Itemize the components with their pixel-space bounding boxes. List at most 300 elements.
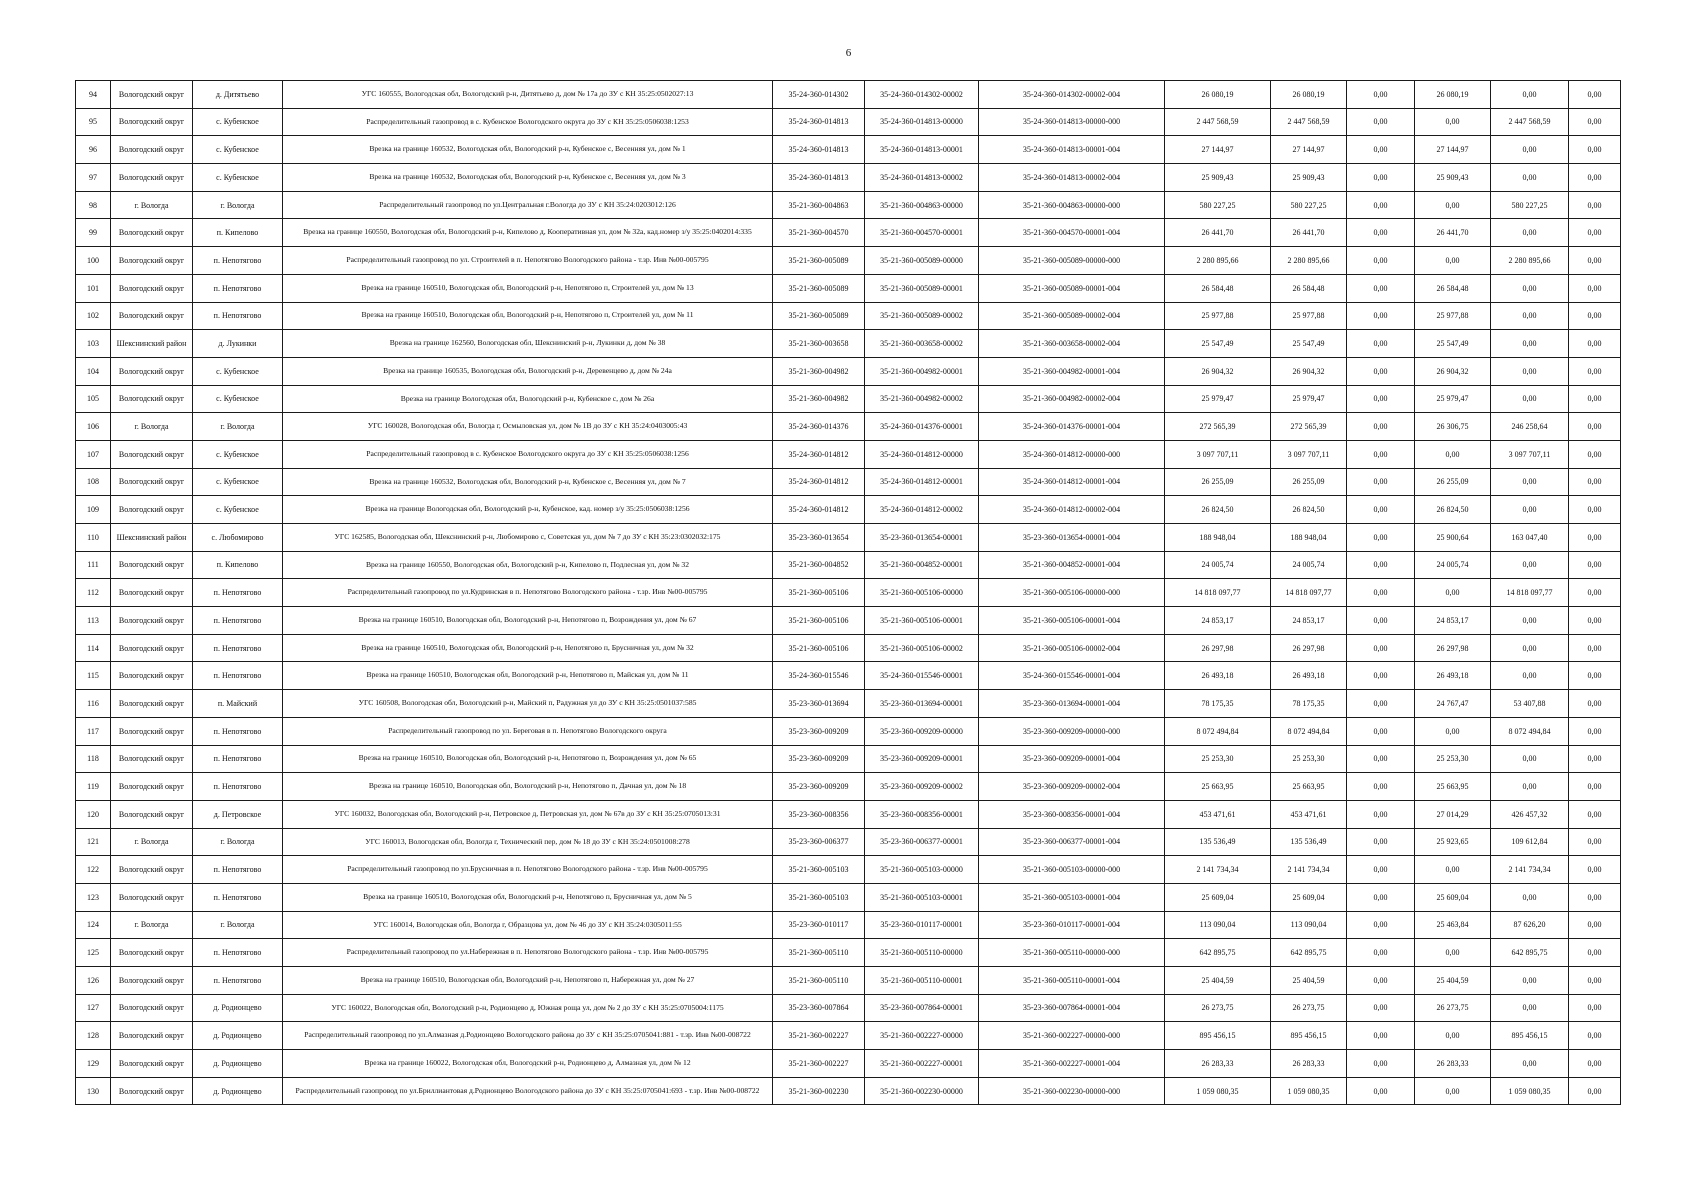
other-amount-cell: 0,00 [1569,579,1621,607]
connection-amount-cell: 0,00 [1415,1077,1491,1105]
table-row [76,247,1621,275]
row-number-cell: 108 [76,468,111,496]
row-number-cell: 125 [76,939,111,967]
subobject-code-cell: 35-23-360-006377-00001 [865,828,979,856]
network-amount-cell: 426 457,32 [1491,800,1569,828]
subobject-code-cell: 35-21-360-005103-00000 [865,856,979,884]
row-number-cell: 111 [76,551,111,579]
total-amount-cell: 272 565,39 [1165,413,1271,441]
network-amount-cell: 8 072 494,84 [1491,717,1569,745]
total-amount-cell: 453 471,61 [1165,800,1271,828]
full-code-cell: 35-23-360-013694-00001-004 [979,690,1165,718]
network-amount-cell: 87 626,20 [1491,911,1569,939]
table-row [76,745,1621,773]
zero-amount-cell: 0,00 [1347,994,1415,1022]
total-amount-cell: 24 853,17 [1165,607,1271,635]
connection-amount-cell: 26 297,98 [1415,634,1491,662]
object-code-cell: 35-24-360-014812 [773,440,865,468]
connection-amount-cell: 0,00 [1415,939,1491,967]
object-code-cell: 35-23-360-007864 [773,994,865,1022]
zero-amount-cell: 0,00 [1347,274,1415,302]
connection-amount-cell: 0,00 [1415,717,1491,745]
row-number-cell: 114 [76,634,111,662]
total-amount-cell: 3 097 707,11 [1165,440,1271,468]
settlement-cell: г. Вологда [193,413,283,441]
object-code-cell: 35-21-360-004982 [773,357,865,385]
row-number-cell: 95 [76,108,111,136]
other-amount-cell: 0,00 [1569,800,1621,828]
full-code-cell: 35-24-360-014812-00001-004 [979,468,1165,496]
network-amount-cell: 580 227,25 [1491,191,1569,219]
district-cell: Вологодский округ [111,607,193,635]
connection-amount-cell: 25 404,59 [1415,967,1491,995]
district-cell: г. Вологда [111,413,193,441]
object-code-cell: 35-21-360-004852 [773,551,865,579]
network-amount-cell: 3 097 707,11 [1491,440,1569,468]
total-amount-cell: 26 584,48 [1165,274,1271,302]
connection-amount-cell: 0,00 [1415,579,1491,607]
other-amount-cell: 0,00 [1569,247,1621,275]
subobject-code-cell: 35-21-360-002227-00000 [865,1022,979,1050]
district-cell: Шекснинский район [111,524,193,552]
other-amount-cell: 0,00 [1569,1050,1621,1078]
row-number-cell: 126 [76,967,111,995]
row-number-cell: 117 [76,717,111,745]
district-cell: г. Вологда [111,911,193,939]
network-amount-cell: 0,00 [1491,662,1569,690]
object-description-cell: Врезка на границе 160532, Вологодская обл, Вологодский р-н, Кубенское с, Весенняя ул, дом № 3 [283,164,773,192]
amount-cell: 3 097 707,11 [1271,440,1347,468]
subobject-code-cell: 35-24-360-014813-00000 [865,108,979,136]
other-amount-cell: 0,00 [1569,717,1621,745]
total-amount-cell: 135 536,49 [1165,828,1271,856]
subobject-code-cell: 35-23-360-007864-00001 [865,994,979,1022]
amount-cell: 26 273,75 [1271,994,1347,1022]
object-description-cell: Распределительный газопровод по ул.Кудринская в п. Непотягово Вологодского района - т.зр. Инв №00-005795 [283,579,773,607]
total-amount-cell: 26 441,70 [1165,219,1271,247]
settlement-cell: с. Кубенское [193,357,283,385]
total-amount-cell: 642 895,75 [1165,939,1271,967]
amount-cell: 25 547,49 [1271,330,1347,358]
total-amount-cell: 25 404,59 [1165,967,1271,995]
object-code-cell: 35-21-360-005103 [773,883,865,911]
table-row [76,136,1621,164]
amount-cell: 26 441,70 [1271,219,1347,247]
connection-amount-cell: 25 909,43 [1415,164,1491,192]
table-row [76,81,1621,109]
amount-cell: 8 072 494,84 [1271,717,1347,745]
total-amount-cell: 895 456,15 [1165,1022,1271,1050]
object-description-cell: Врезка на границе 160532, Вологодская обл, Вологодский р-н, Кубенское с, Весенняя ул, дом № 7 [283,468,773,496]
district-cell: Вологодский округ [111,219,193,247]
other-amount-cell: 0,00 [1569,690,1621,718]
table-row [76,939,1621,967]
connection-amount-cell: 26 493,18 [1415,662,1491,690]
district-cell: Вологодский округ [111,634,193,662]
object-description-cell: УГС 160032, Вологодская обл, Вологодский р-н, Петровское д, Петровская ул, дом № 67в до ЗУ с КН 35:25:0705013:31 [283,800,773,828]
settlement-cell: п. Непотягово [193,302,283,330]
connection-amount-cell: 24 853,17 [1415,607,1491,635]
total-amount-cell: 25 979,47 [1165,385,1271,413]
table-row [76,579,1621,607]
table-row [76,413,1621,441]
settlement-cell: с. Кубенское [193,136,283,164]
settlement-cell: с. Кубенское [193,385,283,413]
district-cell: Вологодский округ [111,939,193,967]
row-number-cell: 130 [76,1077,111,1105]
row-number-cell: 100 [76,247,111,275]
object-description-cell: УГС 160555, Вологодская обл, Вологодский р-н, Дитятьево д, дом № 17а до ЗУ с КН 35:25:0502027:13 [283,81,773,109]
object-code-cell: 35-23-360-008356 [773,800,865,828]
settlement-cell: п. Кипелово [193,219,283,247]
connection-amount-cell: 0,00 [1415,191,1491,219]
zero-amount-cell: 0,00 [1347,524,1415,552]
settlement-cell: п. Непотягово [193,634,283,662]
other-amount-cell: 0,00 [1569,607,1621,635]
subobject-code-cell: 35-21-360-005103-00001 [865,883,979,911]
settlement-cell: п. Непотягово [193,773,283,801]
subobject-code-cell: 35-21-360-003658-00002 [865,330,979,358]
total-amount-cell: 25 977,88 [1165,302,1271,330]
connection-amount-cell: 26 306,75 [1415,413,1491,441]
object-description-cell: УГС 160013, Вологодская обл, Вологда г, Технический пер, дом № 18 до ЗУ с КН 35:24:0501008:278 [283,828,773,856]
network-amount-cell: 0,00 [1491,274,1569,302]
total-amount-cell: 25 253,30 [1165,745,1271,773]
full-code-cell: 35-23-360-010117-00001-004 [979,911,1165,939]
other-amount-cell: 0,00 [1569,468,1621,496]
table-row [76,164,1621,192]
connection-amount-cell: 0,00 [1415,108,1491,136]
settlement-cell: п. Непотягово [193,247,283,275]
row-number-cell: 109 [76,496,111,524]
settlement-cell: г. Вологда [193,911,283,939]
district-cell: Вологодский округ [111,357,193,385]
full-code-cell: 35-23-360-006377-00001-004 [979,828,1165,856]
amount-cell: 26 080,19 [1271,81,1347,109]
amount-cell: 2 280 895,66 [1271,247,1347,275]
zero-amount-cell: 0,00 [1347,883,1415,911]
object-description-cell: Врезка на границе 160510, Вологодская обл, Вологодский р-н, Непотягово п, Строителей ул, дом № 13 [283,274,773,302]
full-code-cell: 35-21-360-005089-00001-004 [979,274,1165,302]
district-cell: Вологодский округ [111,1077,193,1105]
other-amount-cell: 0,00 [1569,1077,1621,1105]
row-number-cell: 122 [76,856,111,884]
object-code-cell: 35-21-360-005106 [773,634,865,662]
object-code-cell: 35-21-360-005089 [773,247,865,275]
district-cell: Вологодский округ [111,967,193,995]
subobject-code-cell: 35-23-360-009209-00001 [865,745,979,773]
total-amount-cell: 26 824,50 [1165,496,1271,524]
network-amount-cell: 0,00 [1491,81,1569,109]
object-code-cell: 35-21-360-005110 [773,939,865,967]
row-number-cell: 118 [76,745,111,773]
settlement-cell: с. Кубенское [193,468,283,496]
amount-cell: 25 663,95 [1271,773,1347,801]
connection-amount-cell: 26 273,75 [1415,994,1491,1022]
object-description-cell: УГС 162585, Вологодская обл, Шекснинский р-н, Любомирово с, Советская ул, дом № 7 до ЗУ с КН 35:23:0302032:175 [283,524,773,552]
object-code-cell: 35-21-360-002230 [773,1077,865,1105]
other-amount-cell: 0,00 [1569,634,1621,662]
subobject-code-cell: 35-21-360-005106-00000 [865,579,979,607]
table-row [76,717,1621,745]
total-amount-cell: 26 904,32 [1165,357,1271,385]
network-amount-cell: 246 258,64 [1491,413,1569,441]
row-number-cell: 97 [76,164,111,192]
settlement-cell: г. Вологда [193,828,283,856]
table-row [76,1050,1621,1078]
object-code-cell: 35-21-360-005106 [773,579,865,607]
full-code-cell: 35-23-360-009209-00001-004 [979,745,1165,773]
subobject-code-cell: 35-24-360-014812-00002 [865,496,979,524]
other-amount-cell: 0,00 [1569,939,1621,967]
full-code-cell: 35-21-360-005103-00000-000 [979,856,1165,884]
object-code-cell: 35-21-360-002227 [773,1050,865,1078]
amount-cell: 25 609,04 [1271,883,1347,911]
full-code-cell: 35-23-360-013654-00001-004 [979,524,1165,552]
district-cell: Вологодский округ [111,136,193,164]
full-code-cell: 35-21-360-004863-00000-000 [979,191,1165,219]
network-amount-cell: 0,00 [1491,330,1569,358]
row-number-cell: 120 [76,800,111,828]
district-cell: Вологодский округ [111,385,193,413]
other-amount-cell: 0,00 [1569,524,1621,552]
other-amount-cell: 0,00 [1569,773,1621,801]
full-code-cell: 35-24-360-014302-00002-004 [979,81,1165,109]
full-code-cell: 35-21-360-004852-00001-004 [979,551,1165,579]
other-amount-cell: 0,00 [1569,967,1621,995]
subobject-code-cell: 35-21-360-005110-00000 [865,939,979,967]
settlement-cell: п. Майский [193,690,283,718]
amount-cell: 24 853,17 [1271,607,1347,635]
row-number-cell: 101 [76,274,111,302]
row-number-cell: 127 [76,994,111,1022]
table-row [76,1077,1621,1105]
other-amount-cell: 0,00 [1569,994,1621,1022]
full-code-cell: 35-21-360-005089-00000-000 [979,247,1165,275]
full-code-cell: 35-23-360-008356-00001-004 [979,800,1165,828]
amount-cell: 25 977,88 [1271,302,1347,330]
zero-amount-cell: 0,00 [1347,939,1415,967]
district-cell: Вологодский округ [111,81,193,109]
zero-amount-cell: 0,00 [1347,357,1415,385]
amount-cell: 2 141 734,34 [1271,856,1347,884]
subobject-code-cell: 35-24-360-014812-00000 [865,440,979,468]
amount-cell: 25 979,47 [1271,385,1347,413]
table-row [76,773,1621,801]
object-code-cell: 35-21-360-004570 [773,219,865,247]
connection-amount-cell: 25 900,64 [1415,524,1491,552]
full-code-cell: 35-21-360-005106-00002-004 [979,634,1165,662]
settlement-cell: п. Непотягово [193,745,283,773]
zero-amount-cell: 0,00 [1347,579,1415,607]
total-amount-cell: 113 090,04 [1165,911,1271,939]
zero-amount-cell: 0,00 [1347,440,1415,468]
other-amount-cell: 0,00 [1569,551,1621,579]
network-amount-cell: 0,00 [1491,967,1569,995]
table-row [76,330,1621,358]
district-cell: Вологодский округ [111,773,193,801]
object-code-cell: 35-21-360-004863 [773,191,865,219]
object-description-cell: Врезка на границе 160510, Вологодская обл, Вологодский р-н, Непотягово п, Возрождения ул, дом № 67 [283,607,773,635]
settlement-cell: д. Петровское [193,800,283,828]
network-amount-cell: 0,00 [1491,468,1569,496]
table-row [76,357,1621,385]
connection-amount-cell: 0,00 [1415,247,1491,275]
subobject-code-cell: 35-21-360-004570-00001 [865,219,979,247]
object-code-cell: 35-21-360-002227 [773,1022,865,1050]
total-amount-cell: 580 227,25 [1165,191,1271,219]
other-amount-cell: 0,00 [1569,136,1621,164]
amount-cell: 25 909,43 [1271,164,1347,192]
other-amount-cell: 0,00 [1569,274,1621,302]
full-code-cell: 35-21-360-005106-00000-000 [979,579,1165,607]
object-description-cell: Врезка на границе 160550, Вологодская обл, Вологодский р-н, Кипелово п, Подлесная ул, дом № 32 [283,551,773,579]
network-amount-cell: 163 047,40 [1491,524,1569,552]
full-code-cell: 35-21-360-004570-00001-004 [979,219,1165,247]
other-amount-cell: 0,00 [1569,219,1621,247]
row-number-cell: 106 [76,413,111,441]
row-number-cell: 129 [76,1050,111,1078]
subobject-code-cell: 35-23-360-013654-00001 [865,524,979,552]
district-cell: Вологодский округ [111,883,193,911]
other-amount-cell: 0,00 [1569,330,1621,358]
connection-amount-cell: 0,00 [1415,856,1491,884]
row-number-cell: 96 [76,136,111,164]
amount-cell: 26 904,32 [1271,357,1347,385]
row-number-cell: 104 [76,357,111,385]
object-description-cell: Врезка на границе 160510, Вологодская обл, Вологодский р-н, Непотягово п, Майская ул, дом № 11 [283,662,773,690]
row-number-cell: 119 [76,773,111,801]
object-description-cell: Врезка на границе 160535, Вологодская обл, Вологодский р-н, Деревенцево д, дом № 24а [283,357,773,385]
amount-cell: 26 824,50 [1271,496,1347,524]
total-amount-cell: 2 280 895,66 [1165,247,1271,275]
other-amount-cell: 0,00 [1569,357,1621,385]
other-amount-cell: 0,00 [1569,745,1621,773]
district-cell: Вологодский округ [111,551,193,579]
settlement-cell: д. Родионцево [193,1050,283,1078]
connection-amount-cell: 25 979,47 [1415,385,1491,413]
full-code-cell: 35-21-360-002227-00000-000 [979,1022,1165,1050]
zero-amount-cell: 0,00 [1347,911,1415,939]
zero-amount-cell: 0,00 [1347,828,1415,856]
object-description-cell: Врезка на границе 160550, Вологодская обл, Вологодский р-н, Кипелово д, Кооперативная ул, дом № 32а, кад.номер з/у 35:25:0402014:335 [283,219,773,247]
settlement-cell: п. Непотягово [193,579,283,607]
object-code-cell: 35-24-360-014376 [773,413,865,441]
zero-amount-cell: 0,00 [1347,607,1415,635]
table-row [76,634,1621,662]
total-amount-cell: 24 005,74 [1165,551,1271,579]
row-number-cell: 107 [76,440,111,468]
object-description-cell: Распределительный газопровод в с. Кубенское Вологодского округа до ЗУ с КН 35:25:0506038:1256 [283,440,773,468]
zero-amount-cell: 0,00 [1347,468,1415,496]
subobject-code-cell: 35-21-360-005106-00002 [865,634,979,662]
district-cell: Вологодский округ [111,274,193,302]
settlement-cell: д. Родионцево [193,994,283,1022]
full-code-cell: 35-21-360-004982-00001-004 [979,357,1165,385]
object-description-cell: Распределительный газопровод в с. Кубенское Вологодского округа до ЗУ с КН 35:25:0506038:1253 [283,108,773,136]
row-number-cell: 94 [76,81,111,109]
row-number-cell: 102 [76,302,111,330]
amount-cell: 27 144,97 [1271,136,1347,164]
district-cell: Вологодский округ [111,994,193,1022]
table-row [76,911,1621,939]
district-cell: Вологодский округ [111,108,193,136]
object-description-cell: Врезка на границе 162560, Вологодская обл, Шекснинский р-н, Лукинки д, дом № 38 [283,330,773,358]
object-code-cell: 35-23-360-013694 [773,690,865,718]
object-code-cell: 35-23-360-009209 [773,745,865,773]
settlement-cell: п. Непотягово [193,274,283,302]
object-description-cell: Распределительный газопровод по ул.Центральная г.Вологда до ЗУ с КН 35:24:0203012:126 [283,191,773,219]
other-amount-cell: 0,00 [1569,883,1621,911]
settlement-cell: п. Непотягово [193,717,283,745]
district-cell: Вологодский округ [111,717,193,745]
full-code-cell: 35-23-360-007864-00001-004 [979,994,1165,1022]
row-number-cell: 103 [76,330,111,358]
zero-amount-cell: 0,00 [1347,773,1415,801]
subobject-code-cell: 35-24-360-014812-00001 [865,468,979,496]
object-description-cell: Врезка на границе Вологодская обл, Вологодский р-н, Кубенское, кад. номер з/у 35:25:0506038:1256 [283,496,773,524]
subobject-code-cell: 35-21-360-005106-00001 [865,607,979,635]
object-code-cell: 35-21-360-005103 [773,856,865,884]
connection-amount-cell: 26 824,50 [1415,496,1491,524]
row-number-cell: 124 [76,911,111,939]
amount-cell: 113 090,04 [1271,911,1347,939]
network-amount-cell: 0,00 [1491,773,1569,801]
district-cell: Вологодский округ [111,579,193,607]
network-amount-cell: 2 447 568,59 [1491,108,1569,136]
network-amount-cell: 0,00 [1491,357,1569,385]
other-amount-cell: 0,00 [1569,856,1621,884]
zero-amount-cell: 0,00 [1347,81,1415,109]
other-amount-cell: 0,00 [1569,302,1621,330]
table-row [76,1022,1621,1050]
table-row [76,690,1621,718]
zero-amount-cell: 0,00 [1347,302,1415,330]
full-code-cell: 35-21-360-004982-00002-004 [979,385,1165,413]
amount-cell: 580 227,25 [1271,191,1347,219]
zero-amount-cell: 0,00 [1347,967,1415,995]
object-code-cell: 35-23-360-009209 [773,717,865,745]
object-description-cell: Врезка на границе 160510, Вологодская обл, Вологодский р-н, Непотягово п, Брусничная ул, дом № 32 [283,634,773,662]
full-code-cell: 35-21-360-005106-00001-004 [979,607,1165,635]
network-amount-cell: 0,00 [1491,745,1569,773]
zero-amount-cell: 0,00 [1347,856,1415,884]
full-code-cell: 35-24-360-014812-00002-004 [979,496,1165,524]
district-cell: Вологодский округ [111,1022,193,1050]
amount-cell: 895 456,15 [1271,1022,1347,1050]
subobject-code-cell: 35-24-360-014813-00002 [865,164,979,192]
amount-cell: 14 818 097,77 [1271,579,1347,607]
network-amount-cell: 109 612,84 [1491,828,1569,856]
object-code-cell: 35-24-360-014813 [773,164,865,192]
full-code-cell: 35-21-360-005110-00000-000 [979,939,1165,967]
zero-amount-cell: 0,00 [1347,164,1415,192]
district-cell: Вологодский округ [111,496,193,524]
total-amount-cell: 26 493,18 [1165,662,1271,690]
table-row [76,274,1621,302]
table-row [76,551,1621,579]
network-amount-cell: 0,00 [1491,551,1569,579]
network-amount-cell: 0,00 [1491,607,1569,635]
object-code-cell: 35-23-360-009209 [773,773,865,801]
full-code-cell: 35-24-360-014376-00001-004 [979,413,1165,441]
other-amount-cell: 0,00 [1569,413,1621,441]
subobject-code-cell: 35-24-360-014813-00001 [865,136,979,164]
subobject-code-cell: 35-23-360-009209-00002 [865,773,979,801]
object-code-cell: 35-21-360-003658 [773,330,865,358]
district-cell: Вологодский округ [111,1050,193,1078]
zero-amount-cell: 0,00 [1347,496,1415,524]
